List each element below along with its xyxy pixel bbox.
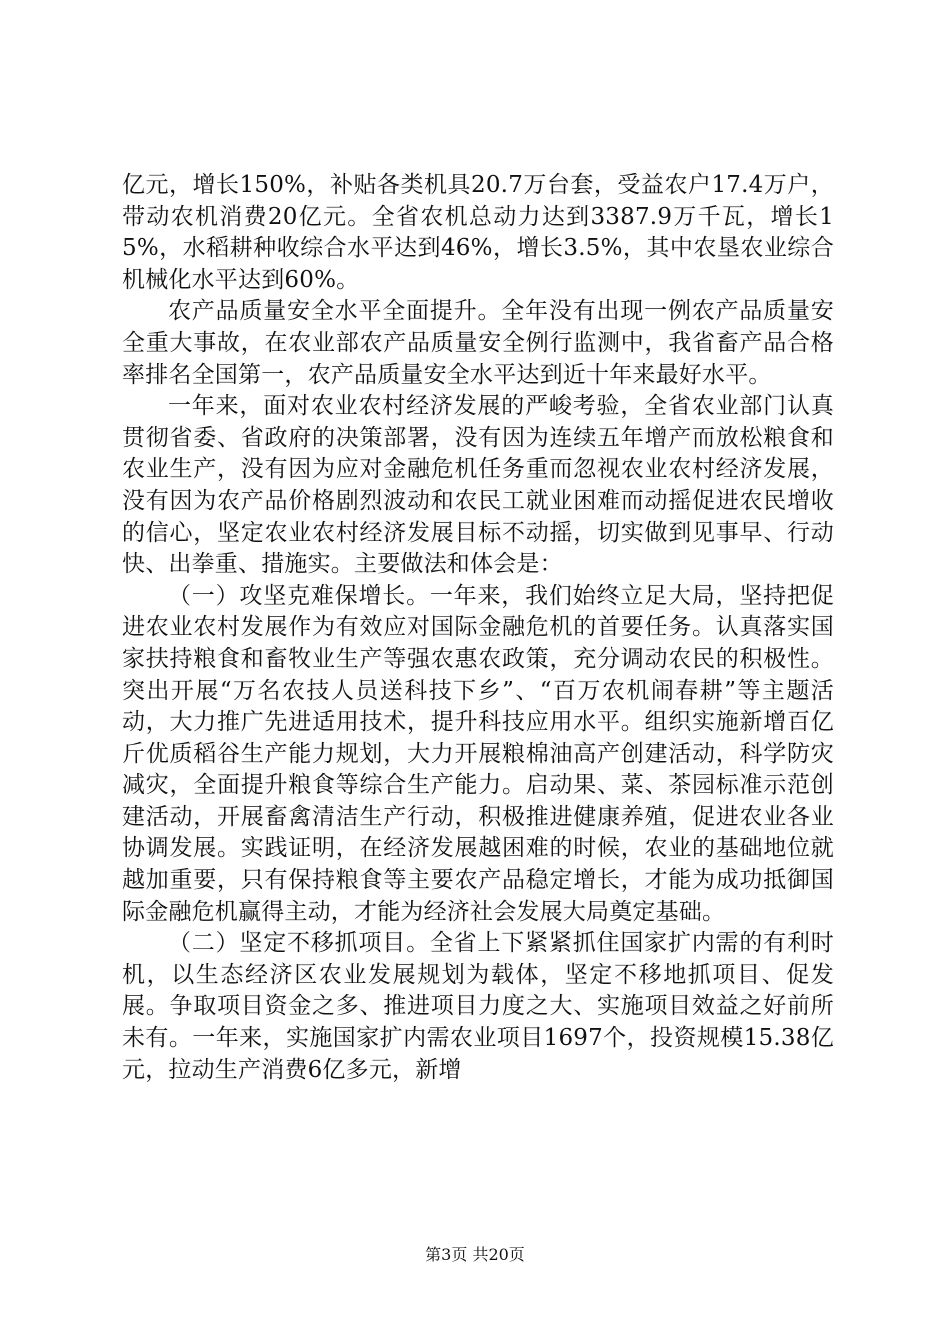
paragraph-4: （一）攻坚克难保增长。一年来，我们始终立足大局，坚持把促进农业农村发展作为有效应对国际金融危机的首要任务。认真落实国家扶持粮食和畜牧业生产等强农惠农政策，充分调动农民的积极性。突出开展“万名农技人员送科技下乡”、“百万农机闹春耕”等主题活动，大力推广先进适用技术，提升科技应用水平。组织实施新增百亿斤优质稻谷生产能力规划，大力开展粮棉油高产创建活动，科学防灾减灾，全面提升粮食等综合生产能力。启动果、菜、茶园标准示范创建活动，开展畜禽清洁生产行动，积极推进健康养殖，促进农业各业协调发展。实践证明，在经济发展越困难的时候，农业的基础地位就越加重要，只有保持粮食等主要农产品稳定增长，才能为成功抵御国际金融危机赢得主动，才能为经济社会发展大局奠定基础。 (122, 582, 834, 925)
paragraph-2: 农产品质量安全水平全面提升。全年没有出现一例农产品质量安全重大事故，在农业部农产品质量安全例行监测中，我省畜产品合格率排名全国第一，农产品质量安全水平达到近十年来最好水平。 (122, 298, 834, 388)
document-body (122, 170, 834, 1086)
paragraph-1: 亿元，增长150%，补贴各类机具20.7万台套，受益农户17.4万户，带动农机消费20亿元。全省农机总动力达到3387.9万千瓦，增长15%，水稻耕种收综合水平达到46%，增长3.5%，其中农垦农业综合机械化水平达到60%。 (122, 172, 834, 293)
page-footer (0, 1244, 950, 1266)
page-number-label: 第3页 共20页 (425, 1245, 525, 1264)
paragraph-3: 一年来，面对农业农村经济发展的严峻考验，全省农业部门认真贯彻省委、省政府的决策部署，没有因为连续五年增产而放松粮食和农业生产，没有因为应对金融危机任务重而忽视农业农村经济发展，没有因为农产品价格剧烈波动和农民工就业困难而动摇促进农民增收的信心，坚定农业农村经济发展目标不动摇，切实做到见事早、行动快、出拳重、措施实。主要做法和体会是： (122, 393, 834, 578)
paragraph-5: （二）坚定不移抓项目。全省上下紧紧抓住国家扩内需的有利时机，以生态经济区农业发展规划为载体，坚定不移地抓项目、促发展。争取项目资金之多、推进项目力度之大、实施项目效益之好前所未有。一年来，实施国家扩内需农业项目1697个，投资规模15.38亿元，拉动生产消费6亿多元，新增 (122, 930, 834, 1083)
